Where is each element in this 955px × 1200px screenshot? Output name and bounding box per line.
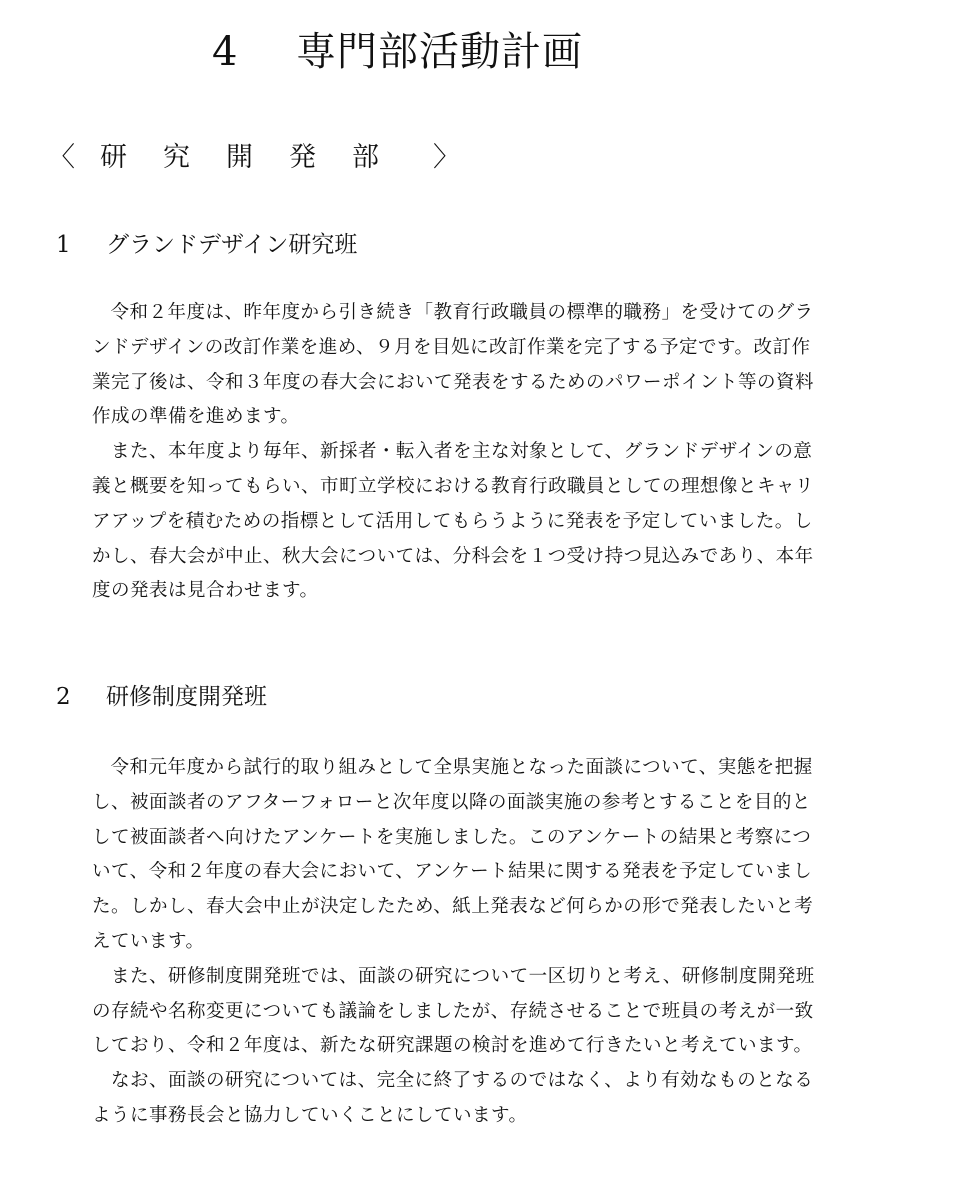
page-title-text: 専門部活動計画 xyxy=(296,29,583,75)
section-heading-training-system xyxy=(56,681,267,713)
department-heading xyxy=(48,138,459,178)
paragraph-line: た。しかし、春大会中止が決定したため、紙上発表など何らかの形で発表したいと考 xyxy=(92,896,814,918)
paragraph-line: アアップを積むための指標として活用してもらうように発表を予定していました。し xyxy=(92,510,813,532)
section-body-grand-design xyxy=(92,296,867,609)
paragraph-line: ように事務長会と協力していくことにしています。 xyxy=(92,1104,528,1126)
paragraph-line: の存続や名称変更についても議論をしましたが、存続させることで班員の考えが一致 xyxy=(92,1000,814,1022)
paragraph-line: ンドデザインの改訂作業を進め、９月を目処に改訂作業を完了する予定です。改訂作 xyxy=(92,336,811,358)
department-open-bracket: 〈 xyxy=(48,142,75,173)
page-title xyxy=(212,26,583,78)
section-title: グランドデザイン研究班 xyxy=(106,232,358,258)
department-name: 研究開発部 xyxy=(100,142,415,173)
paragraph-line: 令和元年度から試行的取り組みとして全県実施となった面談について、実態を把握 xyxy=(110,757,813,778)
paragraph-line: かし、春大会が中止、秋大会については、分科会を１つ受け持つ見込みであり、本年 xyxy=(92,545,814,567)
section-body-training-system xyxy=(92,751,867,1134)
paragraph-line: 業完了後は、令和３年度の春大会において発表をするためのパワーポイント等の資料 xyxy=(92,371,815,393)
paragraph-line: 度の発表は見合わせます。 xyxy=(92,580,319,602)
paragraph-line: 作成の準備を進めます。 xyxy=(92,406,300,428)
page-title-number: 4 xyxy=(212,29,239,75)
section-heading-grand-design xyxy=(56,229,357,261)
paragraph-line: して被面談者へ向けたアンケートを実施しました。このアンケートの結果と考察につ xyxy=(92,826,812,848)
paragraph-line: 令和２年度は、昨年度から引き続き「教育行政職員の標準的職務」を受けてのグラ xyxy=(110,302,814,323)
paragraph-line: し、被面談者のアフターフォローと次年度以降の面談実施の参考とすることを目的と xyxy=(92,791,811,813)
department-close-bracket: 〉 xyxy=(433,142,460,173)
paragraph-line: いて、令和２年度の春大会において、アンケート結果に関する発表を予定していまし xyxy=(92,861,813,883)
paragraph-line: 義と概要を知ってもらい、市町立学校における教育行政職員としての理想像とキャリ xyxy=(92,475,815,497)
paragraph-line: また、研修制度開発班では、面談の研究について一区切りと考え、研修制度開発班 xyxy=(92,965,815,987)
paragraph-line: しており、令和２年度は、新たな研究課題の検討を進めて行きたいと考えています。 xyxy=(92,1035,813,1057)
section-title: 研修制度開発班 xyxy=(106,684,267,710)
paragraph-line: また、本年度より毎年、新採者・転入者を主な対象として、グランドデザインの意 xyxy=(92,441,813,463)
paragraph-line: なお、面談の研究については、完全に終了するのではなく、より有効なものとなる xyxy=(92,1070,814,1092)
paragraph-line: えています。 xyxy=(92,930,205,952)
section-number: 1 xyxy=(56,232,71,258)
section-number: 2 xyxy=(56,684,71,710)
